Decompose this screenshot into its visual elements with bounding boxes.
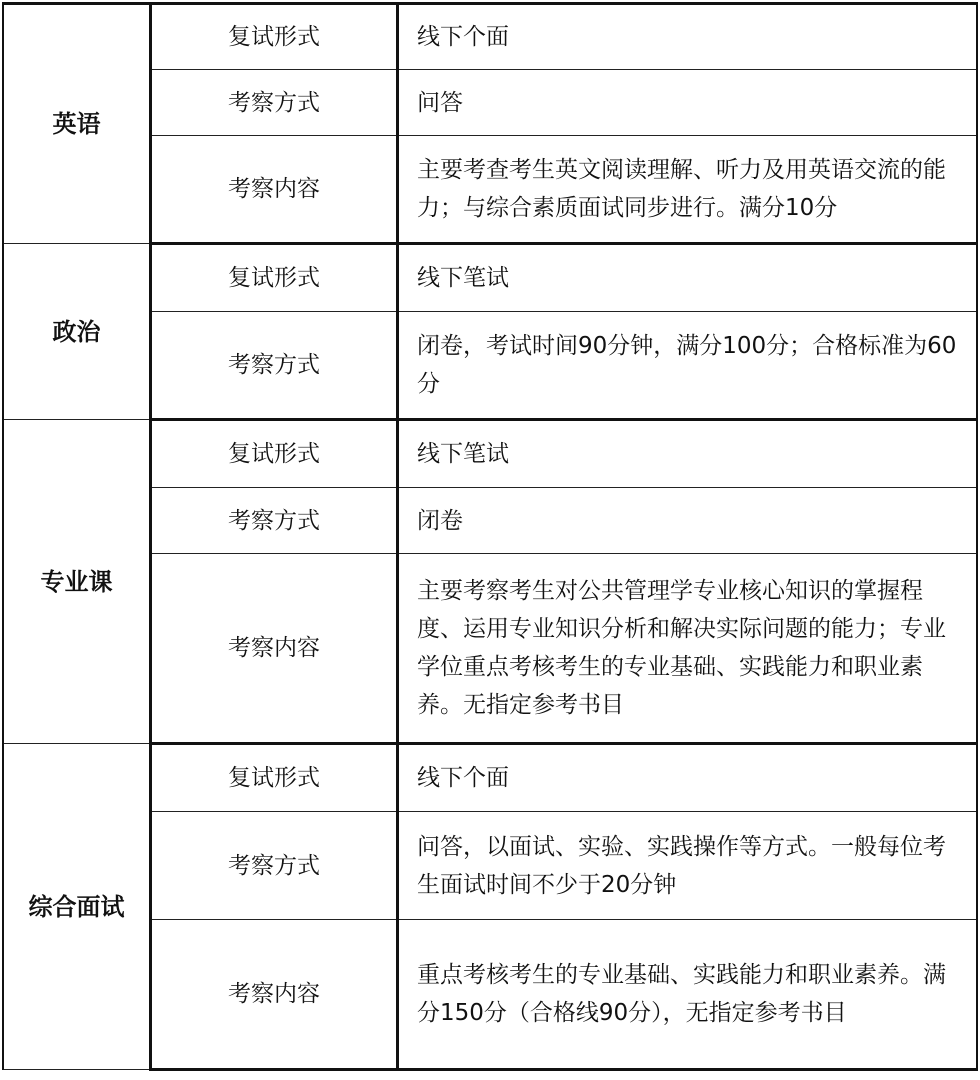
subject-cell: 英语 <box>3 4 151 244</box>
label-cell: 考察方式 <box>151 312 398 420</box>
content-cell: 线下笔试 <box>398 420 978 488</box>
content-cell: 线下个面 <box>398 744 978 812</box>
label-cell: 复试形式 <box>151 744 398 812</box>
table-row <box>3 420 977 488</box>
table-row <box>3 244 977 312</box>
label-cell: 复试形式 <box>151 4 398 70</box>
label-cell: 复试形式 <box>151 420 398 488</box>
exam-table <box>2 2 978 1071</box>
content-cell: 重点考核考生的专业基础、实践能力和职业素养。满分150分（合格线90分），无指定参考书目 <box>398 920 978 1070</box>
table-row <box>3 744 977 812</box>
content-cell: 闭卷 <box>398 488 978 554</box>
content-cell: 主要考察考生对公共管理学专业核心知识的掌握程度、运用专业知识分析和解决实际问题的能力；专业学位重点考核考生的专业基础、实践能力和职业素养。无指定参考书目 <box>398 554 978 744</box>
content-cell: 闭卷，考试时间90分钟，满分100分；合格标准为60分 <box>398 312 978 420</box>
content-cell: 问答，以面试、实验、实践操作等方式。一般每位考生面试时间不少于20分钟 <box>398 812 978 920</box>
content-cell: 主要考查考生英文阅读理解、听力及用英语交流的能力；与综合素质面试同步进行。满分10分 <box>398 136 978 244</box>
content-cell: 线下笔试 <box>398 244 978 312</box>
label-cell: 考察方式 <box>151 70 398 136</box>
label-cell: 考察方式 <box>151 488 398 554</box>
content-cell: 线下个面 <box>398 4 978 70</box>
label-cell: 复试形式 <box>151 244 398 312</box>
label-cell: 考察方式 <box>151 812 398 920</box>
label-cell: 考察内容 <box>151 554 398 744</box>
subject-cell: 政治 <box>3 244 151 420</box>
label-cell: 考察内容 <box>151 920 398 1070</box>
content-cell: 问答 <box>398 70 978 136</box>
subject-cell: 专业课 <box>3 420 151 744</box>
table-row <box>3 4 977 70</box>
subject-cell: 综合面试 <box>3 744 151 1070</box>
label-cell: 考察内容 <box>151 136 398 244</box>
